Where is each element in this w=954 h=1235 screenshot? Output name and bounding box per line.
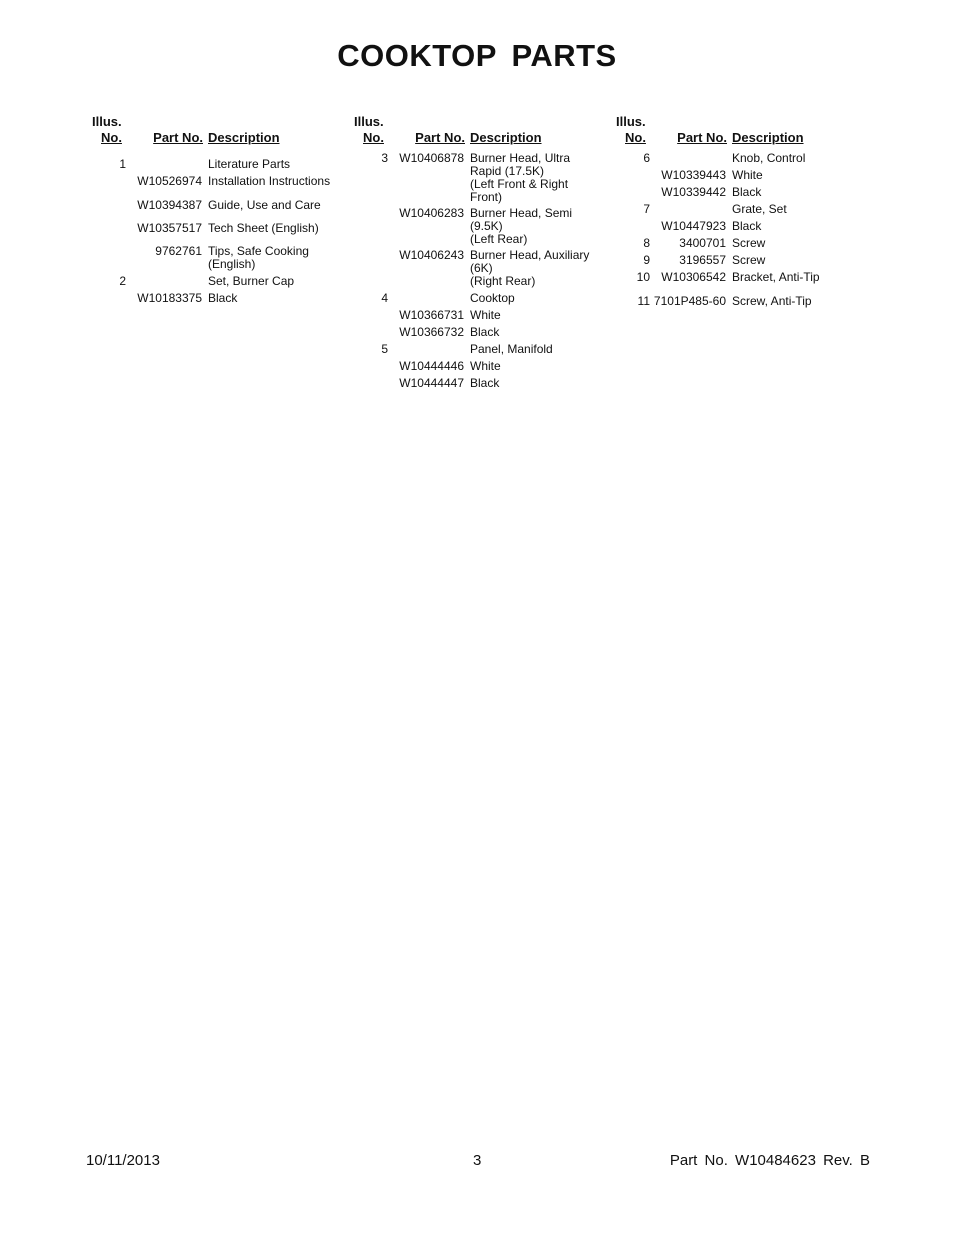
part-description: Black [208,291,238,305]
part-number: W10444446 [399,359,464,373]
illus-number: 10 [636,270,650,284]
part-number: W10366731 [399,308,464,322]
part-row [350,292,600,305]
part-row [350,309,600,322]
part-row [88,199,338,212]
part-number: W10339442 [661,185,726,199]
part-number: W10447923 [661,219,726,233]
illus-header: Illus. [616,114,646,129]
part-description: White [470,308,501,322]
part-description: Black [470,376,500,390]
illus-number: 5 [381,342,388,356]
page-title: COOKTOP PARTS [337,38,617,73]
part-row [88,292,338,305]
footer-page-number: 3 [473,1152,482,1169]
parts-list [612,152,862,308]
part-row [612,152,862,165]
part-number: W10406283 [399,206,464,220]
part-number: W10339443 [661,168,726,182]
no-header: No. [101,130,122,145]
column-header [350,112,600,148]
part-number: W10183375 [137,291,202,305]
footer-date: 10/11/2013 [86,1152,160,1169]
illus-header: Illus. [354,114,384,129]
part-description: Burner Head, Ultra Rapid (17.5K) (Left Front & Right Front) [470,151,571,204]
part-number: 9762761 [155,244,202,258]
illus-number: 11 [637,294,650,308]
part-number: 7101P485-60 [653,294,726,308]
part-number: 3196557 [679,253,726,267]
part-no-header: Part No. [153,130,203,145]
part-row [88,175,338,188]
part-number: W10394387 [137,198,202,212]
description-header: Description [470,130,542,145]
part-row [350,152,600,204]
part-description: Literature Parts [208,157,291,171]
part-row [350,326,600,339]
part-description: Cooktop [470,291,515,305]
part-number: W10526974 [137,174,202,188]
part-row [612,169,862,182]
part-description: Burner Head, Auxiliary (6K) (Right Rear) [470,248,590,288]
part-description: Burner Head, Semi (9.5K) (Left Rear) [470,206,573,246]
part-row [88,222,338,235]
part-row [350,343,600,356]
part-number: W10306542 [661,270,726,284]
illus-number: 8 [643,236,650,250]
part-description: Bracket, Anti-Tip [732,270,820,284]
part-row [612,254,862,267]
part-row [612,186,862,199]
part-description: Grate, Set [732,202,787,216]
part-number: 3400701 [679,236,726,250]
part-number: W10406243 [399,248,464,262]
no-header: No. [625,130,646,145]
part-row [612,203,862,216]
part-description: Screw [732,236,766,250]
illus-number: 1 [119,157,126,171]
description-header: Description [208,130,280,145]
part-description: Tips, Safe Cooking (English) [208,244,309,271]
part-row [88,275,338,288]
part-row [350,249,600,288]
part-row [88,245,338,271]
part-description: Black [732,219,762,233]
part-no-header: Part No. [415,130,465,145]
illus-number: 4 [381,291,388,305]
part-row [612,271,862,284]
part-no-header: Part No. [677,130,727,145]
parts-list [350,152,600,390]
part-number: W10406878 [399,151,464,165]
part-description: White [470,359,501,373]
parts-list [88,158,338,305]
part-description: Tech Sheet (English) [208,221,319,235]
part-number: W10444447 [399,376,464,390]
part-description: Installation Instructions [208,174,331,188]
part-number: W10366732 [399,325,464,339]
illus-number: 7 [643,202,650,216]
part-description: Guide, Use and Care [208,198,321,212]
illus-number: 9 [643,253,650,267]
part-description: Set, Burner Cap [208,274,295,288]
part-row [350,360,600,373]
part-row [612,295,862,308]
part-row [612,237,862,250]
part-description: Black [732,185,762,199]
footer-part-revision: Part No. W10484623 Rev. B [669,1152,870,1169]
part-row [350,207,600,246]
column-header [88,112,338,148]
part-description: Knob, Control [732,151,806,165]
illus-header: Illus. [92,114,122,129]
part-number: W10357517 [137,221,202,235]
part-description: Black [470,325,500,339]
column-header [612,112,862,148]
parts-column-3 [612,112,862,308]
parts-column-1 [88,112,338,305]
part-row [88,158,338,171]
illus-number: 6 [643,151,650,165]
illus-number: 3 [381,151,388,165]
illus-number: 2 [119,274,126,288]
description-header: Description [732,130,804,145]
part-row [612,220,862,233]
part-description: Screw, Anti-Tip [732,294,812,308]
parts-column-2 [350,112,600,390]
no-header: No. [363,130,384,145]
part-description: Screw [732,253,766,267]
part-description: Panel, Manifold [470,342,553,356]
part-description: White [732,168,763,182]
part-row [350,377,600,390]
